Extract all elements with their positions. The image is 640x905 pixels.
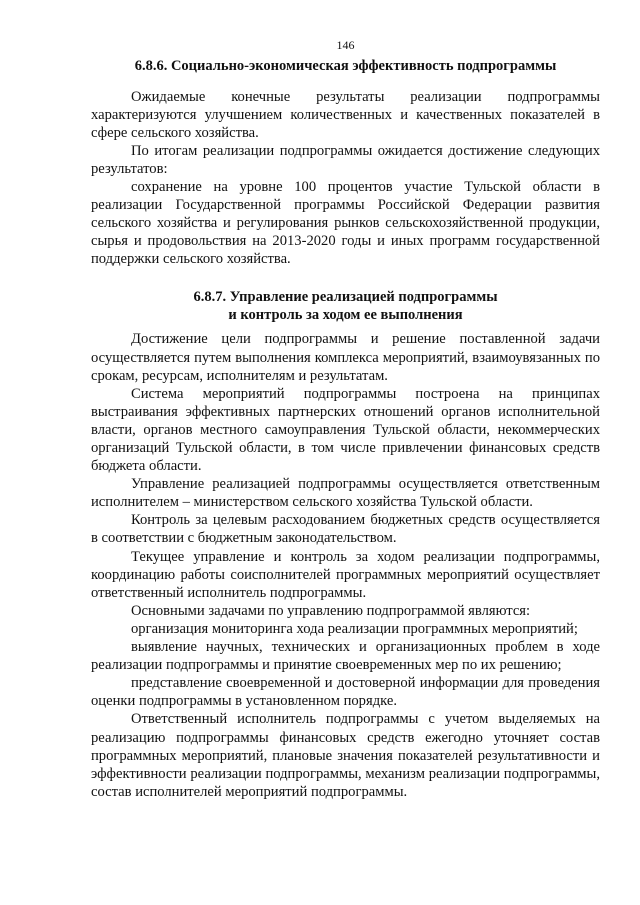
page-number: 146 [336,38,355,52]
paragraph: сохранение на уровне 100 процентов участие Тульской области в реализации Государственной программы Российской Федерации развития сельского хозяйства и регулирования рынков сельскохозяйственной продукции, сырья и продовольствия на 2013-2020 годы и иных программ государственной поддержки сельского хозяйства. [91,178,600,268]
paragraph: организация мониторинга хода реализации программных мероприятий; [131,620,578,637]
paragraph: Ответственный исполнитель подпрограммы с учетом выделяемых на реализацию подпрограммы финансовых средств ежегодно уточняет состав программных мероприятий, плановые значения показателей результативности и эффективности реализации подпрограммы, механизм реализации подпрограммы, состав исполнителей мероприятий подпрограммы. [91,711,600,800]
section-heading-6-8-6: 6.8.6. Социально-экономическая эффективность подпрограммы [134,58,557,74]
section-6-8-7-body [91,330,600,800]
paragraph: Основными задачами по управлению подпрограммой являются: [131,602,531,619]
section-heading-line-1: 6.8.7. Управление реализацией подпрограммы [193,289,498,306]
paragraph: Достижение цели подпрограммы и решение поставленной задачи осуществляется путем выполнения комплекса мероприятий, взаимоувязанных по срокам, ресурсам, исполнителям и результатам. [91,331,600,384]
section-6-8-6-body [91,88,600,269]
paragraph: Контроль за целевым расходованием бюджетных средств осуществляется в соответствии с бюджетным законодательством. [91,512,600,547]
section-heading-6-8-7 [91,289,600,324]
paragraph: выявление научных, технических и организационных проблем в ходе реализации подпрограммы и принятие своевременных мер по их решению; [91,639,600,674]
paragraph: представление своевременной и достоверной информации для проведения оценки подпрограммы в установленном порядке. [91,675,600,710]
document-page [91,38,600,801]
paragraph: Ожидаемые конечные результаты реализации подпрограммы характеризуются улучшением количественных и качественных показателей в сфере сельского хозяйства. [91,88,600,141]
paragraph: По итогам реализации подпрограммы ожидается достижение следующих результатов: [91,142,600,177]
paragraph: Текущее управление и контроль за ходом реализации подпрограммы, координацию работы соисполнителей программных мероприятий осуществляет ответственный исполнитель подпрограммы. [91,548,600,601]
paragraph: Управление реализацией подпрограммы осуществляется ответственным исполнителем – министерством сельского хозяйства Тульской области. [91,476,600,511]
paragraph: Система мероприятий подпрограммы построена на принципах выстраивания эффективных партнерских отношений органов исполнительной власти, органов местного самоуправления Тульской области, некоммерческих организаций Тульской области, в том числе привлечении финансовых средств бюджета области. [91,385,600,475]
section-heading-line-2: и контроль за ходом ее выполнения [228,306,463,323]
